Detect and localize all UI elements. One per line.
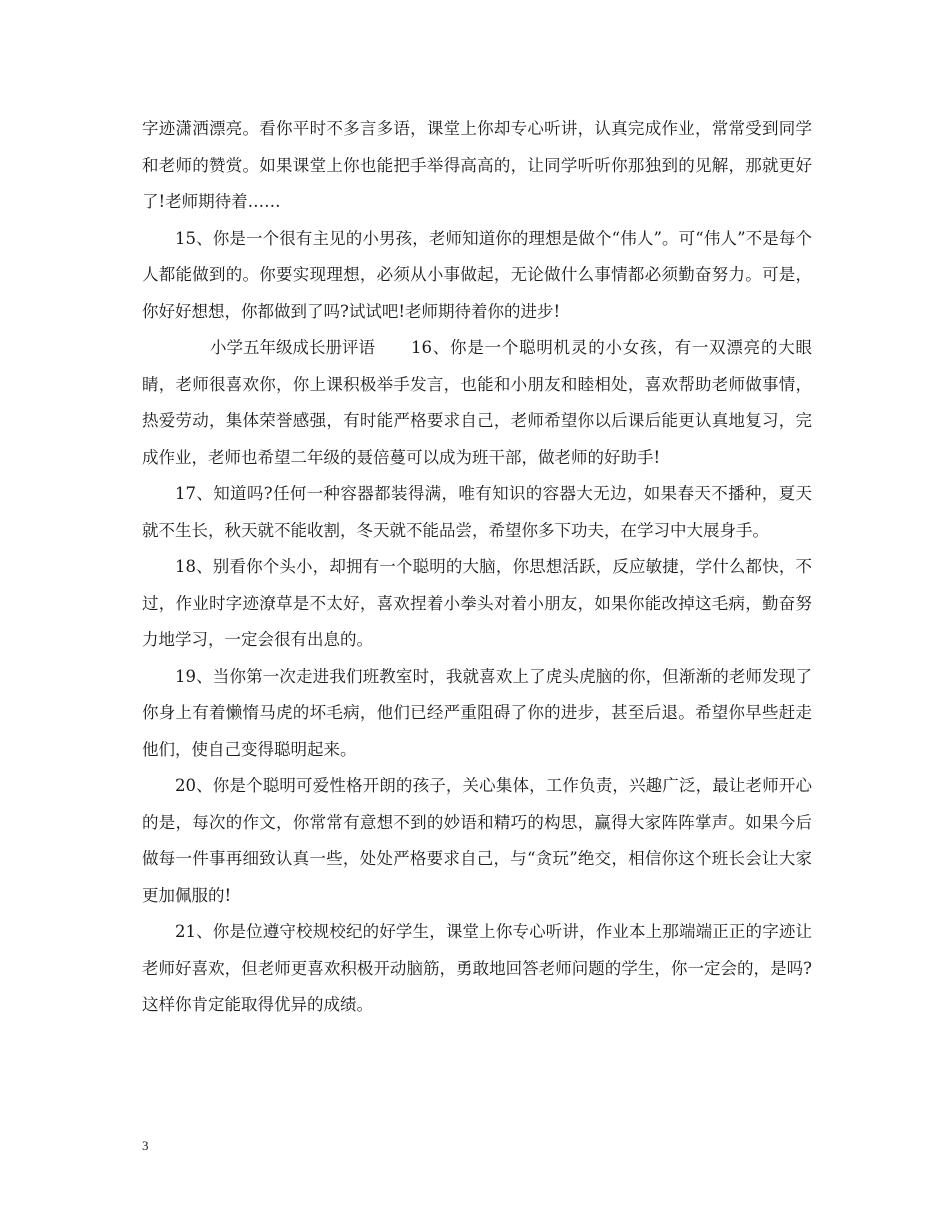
paragraph-comment-15: 15、你是一个很有主见的小男孩，老师知道你的理想是做个“伟人”。可“伟人”不是每个人都能做到的。你要实现理想，必须从小事做起，无论做什么事情都必须勤奋努力。可是，你好好想想，你都做到了吗?试试吧!老师期待着你的进步! xyxy=(142,228,812,321)
paragraph-comment-21: 21、你是位遵守校规校纪的好学生，课堂上你专心听讲，作业本上那端端正正的字迹让老师好喜欢，但老师更喜欢积极开动脑筋，勇敢地回答老师问题的学生，你一定会的，是吗?这样你肯定能取得优异的成绩。 xyxy=(142,922,812,1014)
paragraph-comment-16 xyxy=(142,330,812,476)
paragraph-comment-17: 17、知道吗?任何一种容器都装得满，唯有知识的容器大无边，如果春天不播种，夏天就不生长，秋天就不能收割，冬天就不能品尝，希望你多下功夫，在学习中大展身手。 xyxy=(142,484,812,540)
document-body xyxy=(142,111,812,1024)
paragraph-continued: 字迹潇洒漂亮。看你平时不多言多语，课堂上你却专心听讲，认真完成作业，常常受到同学和老师的赞赏。如果课堂上你也能把手举得高高的，让同学听听你那独到的见解，那就更好了!老师期待着…… xyxy=(142,119,812,211)
paragraph-comment-20: 20、你是个聪明可爱性格开朗的孩子，关心集体，工作负责，兴趣广泛，最让老师开心的是，每次的作文，你常常有意想不到的妙语和精巧的构思，赢得大家阵阵掌声。如果今后做每一件事再细致认真一些，处处严格要求自己，与“贪玩”绝交，相信你这个班长会让大家更加佩服的! xyxy=(142,776,812,905)
inline-section-title: 小学五年级成长册评语 xyxy=(210,338,375,357)
paragraph-comment-19: 19、当你第一次走进我们班教室时，我就喜欢上了虎头虎脑的你，但渐渐的老师发现了你身上有着懒惰马虎的坏毛病，他们已经严重阻碍了你的进步，甚至后退。希望你早些赶走他们，使自己变得聪明起来。 xyxy=(142,666,812,759)
paragraph-comment-18: 18、别看你个头小，却拥有一个聪明的大脑，你思想活跃，反应敏捷，学什么都快，不过，作业时字迹潦草是不太好，喜欢捏着小拳头对着小朋友，如果你能改掉这毛病，勤奋努力地学习，一定会很有出息的。 xyxy=(142,557,812,649)
paragraph-comment-16-text: 16、你是一个聪明机灵的小女孩，有一双漂亮的大眼睛，老师很喜欢你，你上课积极举手发言，也能和小朋友和睦相处，喜欢帮助老师做事情，热爱劳动，集体荣誉感强，有时能严格要求自己，老师希望你以后课后能更认真地复习，完成作业，老师也希望二年级的聂倍蔓可以成为班干部，做老师的好助手! xyxy=(142,338,812,467)
page-number: 3 xyxy=(142,1138,149,1153)
